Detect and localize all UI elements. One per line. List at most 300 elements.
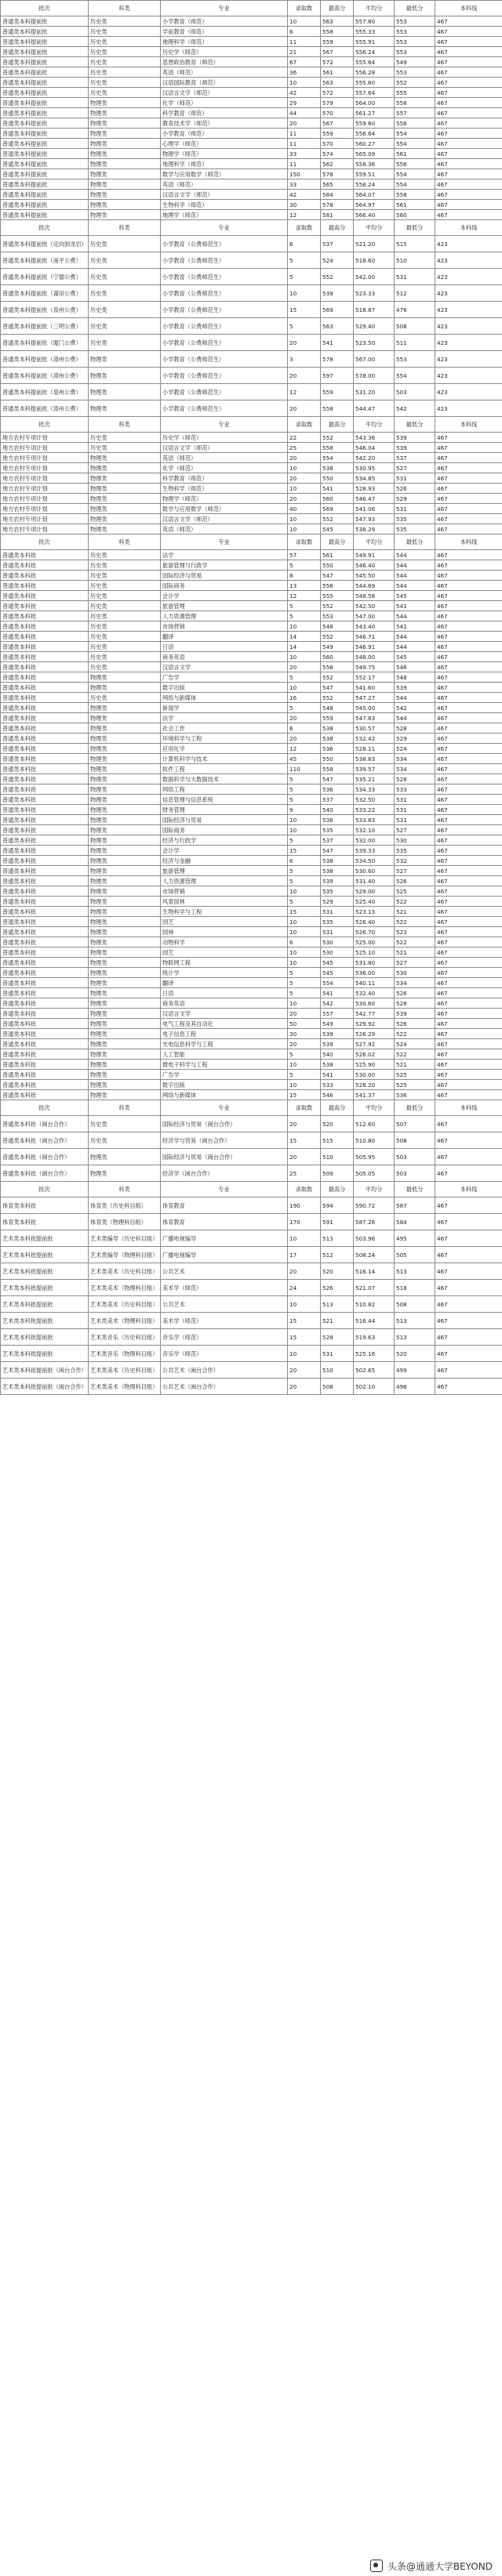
cell-line: 467 [435, 139, 502, 149]
header-min: 最低分 [395, 220, 435, 236]
cell-avg: 546.91 [354, 642, 395, 652]
cell-batch: 普通类本科批 [1, 947, 89, 958]
cell-batch: 普通类本科提前批 [1, 57, 89, 67]
cell-line: 467 [435, 876, 502, 886]
cell-line: 467 [435, 1280, 502, 1296]
cell-major: 人力资源管理 [161, 876, 288, 886]
cell-max: 574 [321, 149, 354, 159]
table-row [1, 856, 502, 866]
cell-min: 522 [395, 897, 435, 907]
cell-min: 510 [395, 252, 435, 269]
cell-line: 467 [435, 581, 502, 591]
cell-min: 554 [395, 139, 435, 149]
table-row [1, 514, 502, 524]
header-major: 专业 [161, 1100, 288, 1116]
cell-admitted: 36 [288, 67, 321, 78]
cell-max: 567 [321, 47, 354, 57]
cell-major: 小学教育（师范） [161, 16, 288, 27]
cell-major: 会计学 [161, 591, 288, 601]
cell-batch: 艺术类本科批提前批 [1, 1346, 89, 1362]
cell-line: 467 [435, 118, 502, 129]
cell-max: 569 [321, 302, 354, 318]
cell-category: 物理类 [89, 723, 161, 734]
table-row [1, 632, 502, 642]
cell-major: 翻译 [161, 632, 288, 642]
cell-major: 生物科学与工程 [161, 907, 288, 917]
cell-category: 物理类 [89, 1070, 161, 1080]
header-min: 最低分 [395, 1182, 435, 1197]
cell-avg: 531.40 [354, 876, 395, 886]
cell-max: 554 [321, 453, 354, 463]
header-max: 最高分 [321, 534, 354, 550]
cell-min: 545 [395, 652, 435, 662]
cell-min: 558 [395, 190, 435, 200]
cell-major: 公共艺术 [161, 1263, 288, 1280]
cell-admitted: 10 [288, 825, 321, 835]
header-major: 专业 [161, 417, 288, 433]
cell-category: 物理类 [89, 978, 161, 988]
cell-batch: 普通类本科批 [1, 988, 89, 998]
cell-major: 公共艺术 [161, 1296, 288, 1313]
table-row [1, 693, 502, 703]
cell-min: 508 [395, 1132, 435, 1149]
cell-min: 545 [395, 591, 435, 601]
cell-min: 554 [395, 179, 435, 190]
cell-min: 522 [395, 937, 435, 947]
cell-category: 物理类 [89, 1009, 161, 1019]
cell-line: 467 [435, 560, 502, 571]
table-row [1, 1149, 502, 1165]
cell-line: 467 [435, 78, 502, 88]
cell-min: 531 [395, 269, 435, 285]
header-avg: 平均分 [354, 1182, 395, 1197]
table-row [1, 1214, 502, 1230]
cell-avg: 512.60 [354, 1116, 395, 1132]
cell-avg: 547.83 [354, 713, 395, 723]
cell-admitted: 20 [288, 1263, 321, 1280]
cell-max: 531 [321, 907, 354, 917]
cell-avg: 529.00 [354, 886, 395, 897]
table-row [1, 907, 502, 917]
cell-avg: 505.05 [354, 1165, 395, 1182]
header-category: 科类 [89, 1, 161, 16]
cell-category: 历史类 [89, 571, 161, 581]
cell-avg: 547.00 [354, 611, 395, 621]
table-row [1, 149, 502, 159]
cell-max: 536 [321, 815, 354, 825]
cell-category: 历史类 [89, 88, 161, 98]
cell-admitted: 10 [288, 524, 321, 534]
watermark [366, 2556, 497, 2576]
cell-avg: 541.60 [354, 683, 395, 693]
table-row [1, 269, 502, 285]
cell-major: 环境科学与工程 [161, 734, 288, 744]
cell-major: 物联网工程 [161, 958, 288, 968]
cell-max: 538 [321, 734, 354, 744]
cell-min: 539 [395, 683, 435, 693]
cell-min: 495 [395, 1230, 435, 1247]
cell-avg: 530.60 [354, 998, 395, 1009]
cell-max: 539 [321, 1029, 354, 1039]
cell-admitted: 15 [288, 846, 321, 856]
cell-category: 物理类 [89, 998, 161, 1009]
cell-batch: 普通类本科提前批（漳州公费） [1, 351, 89, 368]
cell-admitted: 10 [288, 1230, 321, 1247]
cell-min: 531 [395, 815, 435, 825]
cell-max: 538 [321, 723, 354, 734]
cell-line: 467 [435, 642, 502, 652]
cell-max: 563 [321, 78, 354, 88]
cell-major: 市场营销 [161, 621, 288, 632]
cell-line: 467 [435, 159, 502, 169]
cell-major: 思想政治教育（师范） [161, 57, 288, 67]
cell-batch: 普通类本科批 [1, 927, 89, 937]
cell-min: 554 [395, 169, 435, 179]
header-batch: 批次 [1, 1100, 89, 1116]
cell-min: 523 [395, 927, 435, 937]
cell-line: 467 [435, 1230, 502, 1247]
cell-avg: 508.24 [354, 1247, 395, 1263]
cell-max: 579 [321, 98, 354, 108]
cell-admitted: 12 [288, 384, 321, 400]
cell-batch: 普通类本科提前批（泉州公费） [1, 384, 89, 400]
cell-batch: 普通类本科批（闽台合作） [1, 1149, 89, 1165]
table-row [1, 179, 502, 190]
cell-avg: 531.20 [354, 384, 395, 400]
cell-batch: 普通类本科批 [1, 723, 89, 734]
cell-max: 572 [321, 88, 354, 98]
table-row [1, 78, 502, 88]
table-row [1, 1090, 502, 1100]
table-row [1, 1296, 502, 1313]
table-row [1, 1049, 502, 1060]
cell-min: 520 [395, 1346, 435, 1362]
cell-admitted: 50 [288, 1019, 321, 1029]
cell-max: 512 [321, 1247, 354, 1263]
cell-major: 地理科学（师范） [161, 159, 288, 169]
cell-admitted: 5 [288, 876, 321, 886]
header-admitted: 录取数 [288, 417, 321, 433]
cell-major: 国际经济与贸易 [161, 571, 288, 581]
cell-category: 物理类 [89, 958, 161, 968]
cell-batch: 普通类本科批 [1, 856, 89, 866]
cell-max: 538 [321, 866, 354, 876]
cell-min: 528 [395, 723, 435, 734]
cell-admitted: 15 [288, 1329, 321, 1346]
cell-avg: 544.69 [354, 581, 395, 591]
table-row [1, 129, 502, 139]
cell-max: 528 [321, 1329, 354, 1346]
cell-max: 554 [321, 978, 354, 988]
cell-batch: 普通类本科批 [1, 815, 89, 825]
cell-category: 历史类 [89, 591, 161, 601]
header-min: 最低分 [395, 1100, 435, 1116]
cell-max: 570 [321, 139, 354, 149]
cell-line: 423 [435, 384, 502, 400]
cell-category: 物理类 [89, 463, 161, 473]
cell-max: 538 [321, 463, 354, 473]
cell-max: 524 [321, 252, 354, 269]
cell-min: 508 [395, 1296, 435, 1313]
cell-batch: 普通类本科提前批（漳州公费） [1, 400, 89, 417]
cell-category: 物理类 [89, 98, 161, 108]
cell-min: 531 [395, 805, 435, 815]
header-max: 最高分 [321, 417, 354, 433]
cell-avg: 558.36 [354, 159, 395, 169]
cell-max: 513 [321, 1296, 354, 1313]
cell-line: 467 [435, 937, 502, 947]
cell-batch: 普通类本科批 [1, 642, 89, 652]
cell-line: 467 [435, 1214, 502, 1230]
cell-min: 513 [395, 1329, 435, 1346]
cell-major: 经济与金融 [161, 856, 288, 866]
cell-min: 525 [395, 1070, 435, 1080]
cell-batch: 艺术类本科批提前批 [1, 1296, 89, 1313]
cell-line: 467 [435, 856, 502, 866]
table-row [1, 443, 502, 453]
table-row [1, 1039, 502, 1049]
cell-max: 540 [321, 1049, 354, 1060]
table-row [1, 400, 502, 417]
cell-batch: 艺术类本科批提前批 [1, 1280, 89, 1296]
cell-max: 541 [321, 988, 354, 998]
cell-batch: 普通类本科提前批 [1, 200, 89, 210]
cell-category: 历史类 [89, 335, 161, 351]
table-row [1, 302, 502, 318]
cell-max: 541 [321, 1070, 354, 1080]
cell-category: 物理类 [89, 744, 161, 754]
cell-line: 467 [435, 47, 502, 57]
cell-category: 物理类 [89, 937, 161, 947]
cell-batch: 普通类本科批 [1, 1039, 89, 1049]
cell-max: 547 [321, 846, 354, 856]
header-category: 科类 [89, 1100, 161, 1116]
cell-category: 历史类 [89, 662, 161, 672]
cell-admitted: 10 [288, 463, 321, 473]
cell-avg: 556.28 [354, 67, 395, 78]
cell-admitted: 33 [288, 149, 321, 159]
cell-avg: 530.00 [354, 1070, 395, 1080]
cell-min: 526 [395, 988, 435, 998]
cell-min: 531 [395, 473, 435, 484]
table-row [1, 473, 502, 484]
cell-avg: 546.71 [354, 632, 395, 642]
cell-max: 597 [321, 368, 354, 384]
cell-avg: 525.16 [354, 1346, 395, 1362]
cell-avg: 532.40 [354, 988, 395, 998]
cell-min: 541 [395, 601, 435, 611]
cell-avg: 534.33 [354, 784, 395, 795]
cell-line: 467 [435, 815, 502, 825]
cell-max: 559 [321, 713, 354, 723]
cell-category: 物理类 [89, 947, 161, 958]
cell-batch: 普通类本科批 [1, 774, 89, 784]
cell-min: 503 [395, 384, 435, 400]
cell-batch: 普通类本科批 [1, 744, 89, 754]
cell-max: 531 [321, 927, 354, 937]
cell-admitted: 10 [288, 927, 321, 937]
cell-major: 园林 [161, 927, 288, 937]
cell-line: 467 [435, 1247, 502, 1263]
cell-max: 529 [321, 897, 354, 907]
cell-batch: 艺术类本科批提前批 [1, 1247, 89, 1263]
cell-category: 物理类 [89, 672, 161, 683]
cell-avg: 552.17 [354, 672, 395, 683]
cell-min: 505 [395, 1247, 435, 1263]
table-row [1, 37, 502, 47]
cell-max: 563 [321, 16, 354, 27]
cell-batch: 普通类本科提前批 [1, 190, 89, 200]
cell-batch: 地方农村专项计划 [1, 463, 89, 473]
cell-category: 历史类 [89, 269, 161, 285]
cell-avg: 542.20 [354, 453, 395, 463]
cell-line: 467 [435, 683, 502, 693]
cell-category: 艺术类编导（物理科目组） [89, 1247, 161, 1263]
cell-batch: 普通类本科批 [1, 611, 89, 621]
watermark-text: 头条@通通大学BEYOND [387, 2560, 493, 2572]
cell-max: 561 [321, 550, 354, 560]
cell-min: 534 [395, 754, 435, 764]
cell-batch: 艺术类本科批提前批 [1, 1329, 89, 1346]
cell-major: 人力资源管理 [161, 611, 288, 621]
cell-avg: 560.27 [354, 139, 395, 149]
cell-line: 467 [435, 463, 502, 473]
cell-category: 物理类 [89, 927, 161, 937]
cell-batch: 艺术类本科批提前批 [1, 1313, 89, 1329]
cell-major: 经济学（闽台合作） [161, 1165, 288, 1182]
cell-batch: 普通类本科批 [1, 1070, 89, 1080]
table-row [1, 672, 502, 683]
cell-min: 544 [395, 560, 435, 571]
cell-max: 536 [321, 744, 354, 754]
cell-line: 467 [435, 835, 502, 846]
cell-avg: 548.00 [354, 652, 395, 662]
cell-line: 467 [435, 1070, 502, 1080]
table-row [1, 16, 502, 27]
cell-min: 521 [395, 907, 435, 917]
cell-category: 物理类 [89, 179, 161, 190]
cell-avg: 546.47 [354, 494, 395, 504]
cell-min: 584 [395, 1214, 435, 1230]
cell-avg: 567.00 [354, 351, 395, 368]
cell-max: 530 [321, 947, 354, 958]
cell-avg: 529.40 [354, 318, 395, 335]
cell-batch: 普通类本科批 [1, 1029, 89, 1039]
table-row [1, 917, 502, 927]
cell-max: 560 [321, 494, 354, 504]
cell-batch: 体育类本科批 [1, 1197, 89, 1214]
cell-batch: 普通类本科提前批（泉州公费） [1, 302, 89, 318]
cell-avg: 542.00 [354, 269, 395, 285]
table-row [1, 335, 502, 351]
cell-avg: 518.87 [354, 302, 395, 318]
table-row [1, 433, 502, 443]
cell-category: 物理类 [89, 524, 161, 534]
cell-min: 537 [395, 453, 435, 463]
cell-batch: 普通类本科批 [1, 652, 89, 662]
cell-category: 体育类（历史科目组） [89, 1197, 161, 1214]
table-row [1, 784, 502, 795]
cell-min: 515 [395, 236, 435, 252]
cell-batch: 普通类本科批 [1, 897, 89, 907]
header-line: 本科线 [435, 417, 502, 433]
cell-major: 小学教育（公费师范生） [161, 335, 288, 351]
cell-max: 557 [321, 1009, 354, 1019]
table-row [1, 958, 502, 968]
cell-category: 历史类 [89, 581, 161, 591]
table-row [1, 318, 502, 335]
cell-min: 553 [395, 27, 435, 37]
cell-min: 527 [395, 958, 435, 968]
cell-line: 467 [435, 601, 502, 611]
cell-line: 423 [435, 400, 502, 417]
cell-max: 550 [321, 560, 354, 571]
cell-major: 物理学（师范） [161, 149, 288, 159]
cell-avg: 590.72 [354, 1197, 395, 1214]
cell-avg: 516.44 [354, 1313, 395, 1329]
cell-min: 513 [395, 1313, 435, 1329]
cell-line: 467 [435, 504, 502, 514]
cell-batch: 普通类本科批（闽台合作） [1, 1165, 89, 1182]
cell-max: 531 [321, 1346, 354, 1362]
section-header-row [1, 1, 502, 16]
table-row [1, 484, 502, 494]
cell-major: 汉语言文学（师范） [161, 443, 288, 453]
cell-max: 569 [321, 504, 354, 514]
cell-batch: 普通类本科批 [1, 998, 89, 1009]
cell-admitted: 5 [288, 601, 321, 611]
table-row [1, 159, 502, 169]
cell-avg: 539.33 [354, 846, 395, 856]
cell-category: 物理类 [89, 159, 161, 169]
cell-batch: 普通类本科提前批（莆田公费） [1, 285, 89, 302]
table-row [1, 591, 502, 601]
cell-batch: 地方农村专项计划 [1, 494, 89, 504]
cell-batch: 普通类本科提前批 [1, 16, 89, 27]
cell-max: 537 [321, 795, 354, 805]
cell-line: 467 [435, 978, 502, 988]
table-row [1, 236, 502, 252]
cell-line: 467 [435, 958, 502, 968]
cell-batch: 普通类本科批 [1, 713, 89, 723]
cell-category: 艺术类音乐（物理科目组） [89, 1346, 161, 1362]
cell-max: 558 [321, 764, 354, 774]
cell-admitted: 10 [288, 998, 321, 1009]
cell-batch: 普通类本科批 [1, 550, 89, 560]
cell-min: 560 [395, 210, 435, 220]
cell-min: 521 [395, 947, 435, 958]
cell-avg: 525.90 [354, 1060, 395, 1070]
cell-major: 国际商务 [161, 825, 288, 835]
cell-admitted: 5 [288, 968, 321, 978]
cell-admitted: 110 [288, 764, 321, 774]
cell-max: 520 [321, 1263, 354, 1280]
cell-avg: 541.37 [354, 1090, 395, 1100]
cell-major: 数字出版 [161, 683, 288, 693]
cell-category: 物理类 [89, 1080, 161, 1090]
table-row [1, 190, 502, 200]
table-row [1, 108, 502, 118]
cell-category: 物理类 [89, 484, 161, 494]
cell-admitted: 14 [288, 632, 321, 642]
cell-category: 物理类 [89, 351, 161, 368]
cell-avg: 521.07 [354, 1280, 395, 1296]
cell-min: 533 [395, 784, 435, 795]
header-admitted: 录取数 [288, 1, 321, 16]
table-row [1, 937, 502, 947]
cell-avg: 545.00 [354, 703, 395, 713]
cell-batch: 普通类本科提前批 [1, 159, 89, 169]
